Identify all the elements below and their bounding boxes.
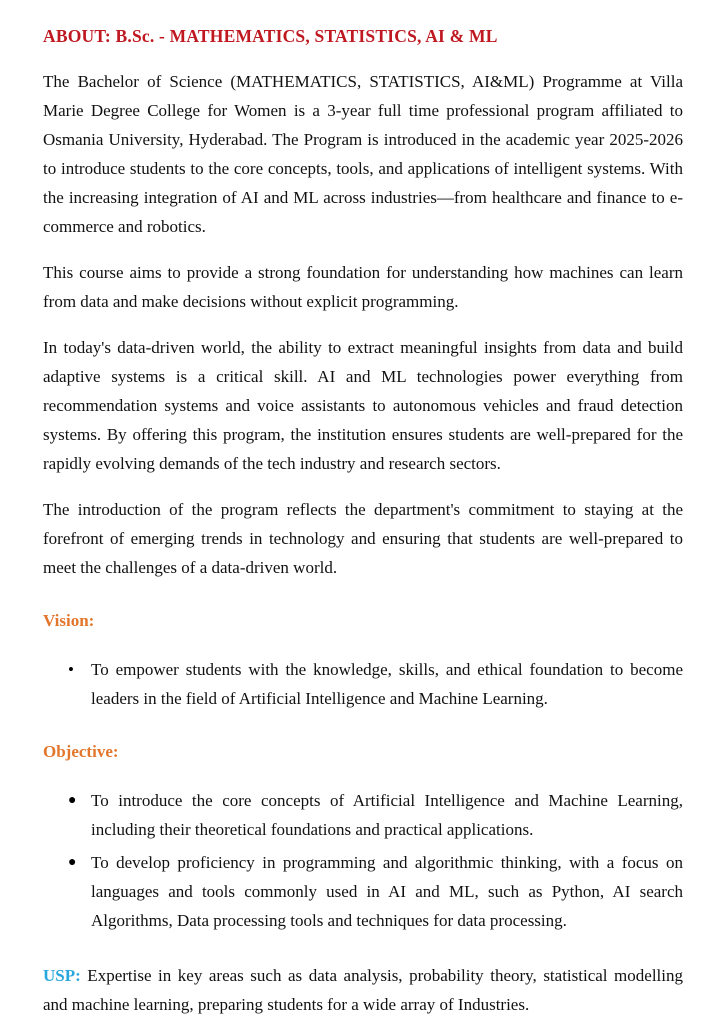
vision-list [43, 655, 683, 713]
vision-heading: Vision: [43, 611, 95, 630]
about-paragraph-3: In today's data-driven world, the ability to extract meaningful insights from data and build adaptive systems is a critical skill. AI and ML technologies power everything from recommendation systems and voice assistants to autonomous vehicles and fraud detection systems. By offering this program, the institution ensures students are well-prepared for the rapidly evolving demands of the tech industry and research sectors. [43, 338, 683, 473]
objective-list [43, 786, 683, 935]
about-paragraph-1: The Bachelor of Science (MATHEMATICS, STATISTICS, AI&ML) Programme at Villa Marie Degree College for Women is a 3-year full time professional program affiliated to Osmania University, Hyderabad. The Program is introduced in the academic year 2025-2026 to introduce students to the core concepts, tools, and applications of intelligent systems. With the increasing integration of AI and ML across industries—from healthcare and finance to e-commerce and robotics. [43, 72, 683, 236]
objective-item-text: To develop proficiency in programming and algorithmic thinking, with a focus on languages and tools commonly used in AI and ML, such as Python, AI search Algorithms, Data processing tools and techniques for data processing. [91, 853, 683, 930]
bullet-icon: ● [68, 855, 77, 870]
bullet-icon: • [68, 660, 74, 679]
objective-list-item [43, 848, 683, 935]
bullet-icon: ● [68, 793, 77, 808]
objective-item-text: To introduce the core concepts of Artificial Intelligence and Machine Learning, including their theoretical foundations and practical applications. [91, 791, 683, 839]
objective-list-item [43, 786, 683, 844]
vision-list-item [43, 655, 683, 713]
objective-heading: Objective: [43, 742, 119, 761]
usp-text: Expertise in key areas such as data analysis, probability theory, statistical modelling and machine learning, preparing students for a wide array of Industries. [43, 966, 683, 1014]
vision-item-text: To empower students with the knowledge, skills, and ethical foundation to become leaders in the field of Artificial Intelligence and Machine Learning. [91, 660, 683, 708]
document-title: ABOUT: B.Sc. - MATHEMATICS, STATISTICS, AI & ML [43, 26, 498, 46]
about-paragraph-2: This course aims to provide a strong foundation for understanding how machines can learn from data and make decisions without explicit programming. [43, 263, 683, 311]
about-paragraph-4: The introduction of the program reflects the department's commitment to staying at the forefront of emerging trends in technology and ensuring that students are well-prepared to meet the challenges of a data-driven world. [43, 500, 683, 577]
usp-paragraph [43, 961, 683, 1019]
usp-label: USP: [43, 966, 81, 985]
